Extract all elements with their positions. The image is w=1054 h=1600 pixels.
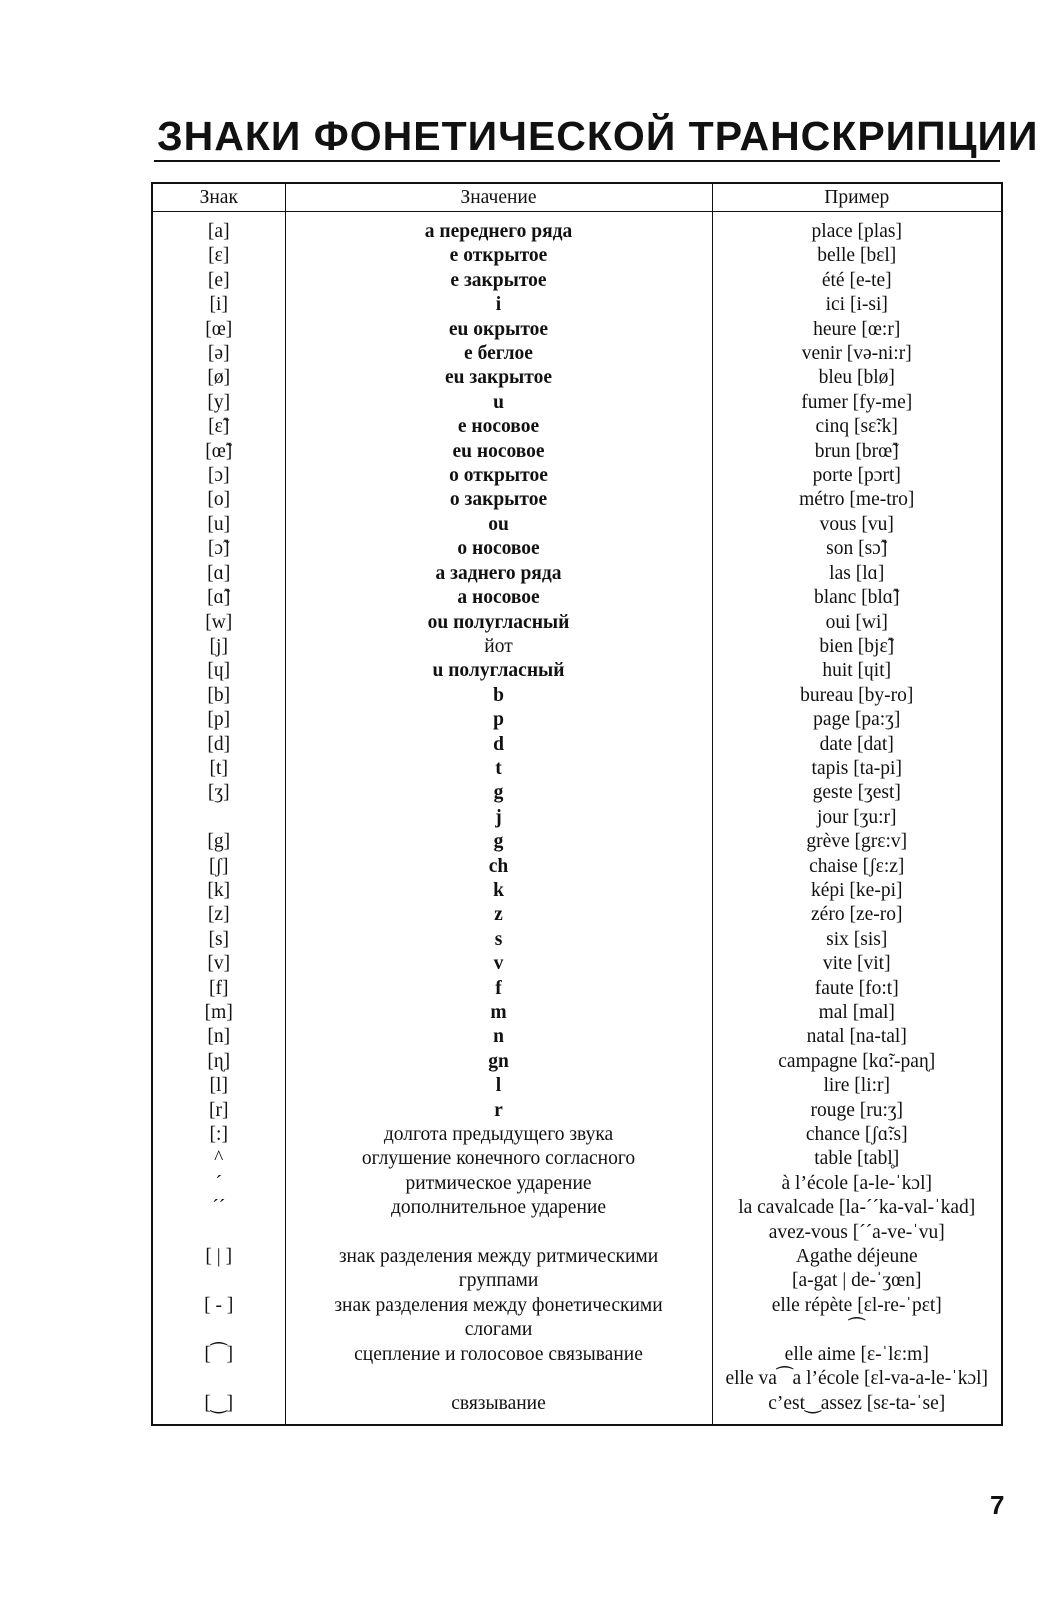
cell-example: ici [i-si] [712,293,1002,317]
cell-sign: [ɑ] [152,562,285,586]
table-row [152,269,1002,293]
cell-sign: [d] [152,733,285,757]
table-row [152,781,1002,805]
cell-meaning: u полугласный [285,659,712,683]
cell-example: brun [brœ̃] [712,440,1002,464]
cell-sign [152,1367,285,1391]
cell-sign: [ɳ] [152,1050,285,1074]
cell-sign: [s] [152,928,285,952]
cell-meaning: r [285,1099,712,1123]
cell-sign: [n] [152,1025,285,1049]
cell-sign [152,806,285,830]
cell-sign: [ə] [152,342,285,366]
cell-example: date [dat] [712,733,1002,757]
cell-meaning: слогами [285,1318,712,1342]
table-row [152,366,1002,390]
cell-sign: [ɥ] [152,659,285,683]
cell-meaning: g [285,830,712,854]
cell-sign: [ʃ] [152,855,285,879]
cell-sign: [t] [152,757,285,781]
table-row [152,586,1002,610]
cell-example: blanc [blɑ̃] [712,586,1002,610]
cell-example: tapis [ta-pi] [712,757,1002,781]
cell-meaning: ch [285,855,712,879]
cell-meaning: знак разделения между ритмическими [285,1245,712,1269]
table-row [152,1221,1002,1245]
cell-sign: [ø] [152,366,285,390]
cell-sign: [r] [152,1099,285,1123]
table-row [152,342,1002,366]
cell-example: rouge [ru:ʒ] [712,1099,1002,1123]
cell-meaning: eu закрытое [285,366,712,390]
cell-meaning: b [285,684,712,708]
cell-sign: [ʒ] [152,781,285,805]
table-row [152,1074,1002,1098]
table-row [152,952,1002,976]
cell-example: chaise [ʃɛ:z] [712,855,1002,879]
cell-example: son [sɔ̃] [712,537,1002,561]
cell-meaning: g [285,781,712,805]
table-row [152,1196,1002,1220]
cell-example: oui [wi] [712,611,1002,635]
cell-example: geste [ʒest] [712,781,1002,805]
cell-sign: [ɔ̃] [152,537,285,561]
table-row [152,1318,1002,1342]
cell-meaning: оглушение конечного согласного [285,1147,712,1171]
table-row [152,1367,1002,1391]
table-row [152,415,1002,439]
cell-example: jour [ʒu:r] [712,806,1002,830]
cell-example: page [pa:ʒ] [712,708,1002,732]
cell-example: huit [ɥit] [712,659,1002,683]
cell-sign: ^ [152,1147,285,1171]
table-row [152,1392,1002,1425]
cell-meaning: t [285,757,712,781]
cell-meaning: дополнительное ударение [285,1196,712,1220]
cell-meaning: e носовое [285,415,712,439]
table-row [152,1001,1002,1025]
cell-meaning: ритмическое ударение [285,1172,712,1196]
cell-meaning: e беглое [285,342,712,366]
cell-example: bien [bjɛ̃] [712,635,1002,659]
cell-meaning: связывание [285,1392,712,1425]
header-meaning: Значение [285,183,712,212]
cell-sign: [ - ] [152,1294,285,1318]
cell-sign: [j] [152,635,285,659]
cell-example: las [lɑ] [712,562,1002,586]
page-title: ЗНАКИ ФОНЕТИЧЕСКОЙ ТРАНСКРИПЦИИ [157,113,1039,159]
cell-sign: ˊˊ [152,1196,285,1220]
cell-meaning: s [285,928,712,952]
cell-example: place [plas] [712,212,1002,245]
cell-sign: [a] [152,212,285,245]
cell-example: table [tabl̥] [712,1147,1002,1171]
cell-example: venir [və-ni:r] [712,342,1002,366]
cell-sign: [w] [152,611,285,635]
table-row [152,513,1002,537]
cell-sign: [u] [152,513,285,537]
cell-meaning: a носовое [285,586,712,610]
table-row [152,212,1002,245]
table-header-row [152,183,1002,212]
cell-meaning: o носовое [285,537,712,561]
cell-meaning: a переднего ряда [285,212,712,245]
cell-sign: [b] [152,684,285,708]
cell-meaning: ou полугласный [285,611,712,635]
cell-meaning: eu окрытое [285,318,712,342]
cell-example: chance [ʃɑ̃:s] [712,1123,1002,1147]
cell-example: vite [vit] [712,952,1002,976]
cell-example: belle [bɛl] [712,244,1002,268]
table-row [152,318,1002,342]
cell-example: été [e-te] [712,269,1002,293]
table-row [152,488,1002,512]
cell-example: grève [grɛ:v] [712,830,1002,854]
cell-meaning: p [285,708,712,732]
table-row [152,1172,1002,1196]
title-underline [154,160,1000,162]
table-row [152,635,1002,659]
cell-meaning: j [285,806,712,830]
table-row [152,1123,1002,1147]
cell-meaning: ou [285,513,712,537]
cell-sign: [o] [152,488,285,512]
header-sign: Знак [152,183,285,212]
table-row [152,1245,1002,1269]
cell-meaning: l [285,1074,712,1098]
cell-meaning: o открытое [285,464,712,488]
cell-sign: [œ̃] [152,440,285,464]
cell-example: la cavalcade [la-ˊˊka-val-ˈkad] [712,1196,1002,1220]
table-row [152,879,1002,903]
cell-example: c’est‿assez [sɛ-ta-ˈse] [712,1392,1002,1425]
table-row [152,757,1002,781]
cell-example: bureau [by-ro] [712,684,1002,708]
cell-sign: [y] [152,391,285,415]
cell-meaning: o закрытое [285,488,712,512]
cell-meaning: k [285,879,712,903]
cell-example: elle répète [ɛl-re-ˈpɛt] [712,1294,1002,1318]
cell-example: ⁀ [712,1318,1002,1342]
cell-example: mal [mal] [712,1001,1002,1025]
cell-meaning: f [285,977,712,1001]
table-row [152,855,1002,879]
page-number: 7 [990,1490,1005,1520]
cell-example: [a-gat | de-ˈʒœn] [712,1269,1002,1293]
cell-example: vous [vu] [712,513,1002,537]
cell-sign [152,1221,285,1245]
cell-example: à l’école [a-le-ˈkɔl] [712,1172,1002,1196]
table-row [152,391,1002,415]
cell-meaning: йот [285,635,712,659]
table-row [152,684,1002,708]
table-row [152,244,1002,268]
cell-sign: [e] [152,269,285,293]
cell-meaning: долгота предыдущего звука [285,1123,712,1147]
cell-meaning: сцепление и голосовое связывание [285,1343,712,1367]
table-row [152,708,1002,732]
table-row [152,293,1002,317]
cell-example: elle aime [ɛ-ˈlɛ:m] [712,1343,1002,1367]
cell-sign: [f] [152,977,285,1001]
table-row [152,806,1002,830]
table-row [152,830,1002,854]
cell-sign: ˊ [152,1172,285,1196]
cell-example: avez-vous [ˊˊa-ve-ˈvu] [712,1221,1002,1245]
cell-meaning: группами [285,1269,712,1293]
cell-meaning: u [285,391,712,415]
cell-sign: [ɛ] [152,244,285,268]
cell-meaning: e закрытое [285,269,712,293]
table-row [152,440,1002,464]
cell-meaning [285,1221,712,1245]
cell-example: elle va⁀a l’école [ɛl-va-a-le-ˈkɔl] [712,1367,1002,1391]
cell-sign [152,1269,285,1293]
table-row [152,1025,1002,1049]
cell-example: lire [li:r] [712,1074,1002,1098]
cell-sign: [ | ] [152,1245,285,1269]
cell-sign: [g] [152,830,285,854]
cell-sign: [ɛ̃] [152,415,285,439]
cell-sign: [œ] [152,318,285,342]
cell-sign: [k] [152,879,285,903]
table-row [152,977,1002,1001]
cell-example: six [sis] [712,928,1002,952]
cell-sign: [v] [152,952,285,976]
cell-sign: [:] [152,1123,285,1147]
cell-meaning: знак разделения между фонетическими [285,1294,712,1318]
cell-sign: [ɔ] [152,464,285,488]
cell-sign: [z] [152,903,285,927]
cell-meaning: eu носовое [285,440,712,464]
cell-meaning: d [285,733,712,757]
table-row [152,1269,1002,1293]
table-row [152,1050,1002,1074]
cell-sign: [i] [152,293,285,317]
cell-example: porte [pɔrt] [712,464,1002,488]
cell-sign: [‿] [152,1392,285,1425]
cell-example: képi [ke-pi] [712,879,1002,903]
cell-example: faute [fo:t] [712,977,1002,1001]
header-example: Пример [712,183,1002,212]
table-row [152,733,1002,757]
cell-example: Agathe déjeune [712,1245,1002,1269]
cell-example: cinq [sɛ̃:k] [712,415,1002,439]
cell-sign: [m] [152,1001,285,1025]
cell-meaning: m [285,1001,712,1025]
cell-sign: [ɑ̃] [152,586,285,610]
cell-sign: [p] [152,708,285,732]
table-row [152,1099,1002,1123]
cell-meaning: v [285,952,712,976]
cell-meaning: e открытое [285,244,712,268]
table-row [152,562,1002,586]
cell-meaning: n [285,1025,712,1049]
cell-example: natal [na-tal] [712,1025,1002,1049]
cell-example: métro [me-tro] [712,488,1002,512]
cell-meaning [285,1367,712,1391]
table-row [152,611,1002,635]
table-row [152,464,1002,488]
table-row [152,903,1002,927]
cell-example: bleu [blø] [712,366,1002,390]
cell-example: fumer [fy-me] [712,391,1002,415]
cell-sign: [l] [152,1074,285,1098]
table-row [152,1343,1002,1367]
cell-sign: [⁀] [152,1343,285,1367]
table-row [152,928,1002,952]
table-row [152,537,1002,561]
table-row [152,1294,1002,1318]
transcription-table [151,182,1003,1426]
cell-meaning: gn [285,1050,712,1074]
cell-sign [152,1318,285,1342]
cell-meaning: i [285,293,712,317]
table-row [152,659,1002,683]
cell-example: campagne [kɑ̃:-paɳ] [712,1050,1002,1074]
cell-example: zéro [ze-ro] [712,903,1002,927]
cell-example: heure [œ:r] [712,318,1002,342]
cell-meaning: z [285,903,712,927]
table-row [152,1147,1002,1171]
cell-meaning: a заднего ряда [285,562,712,586]
